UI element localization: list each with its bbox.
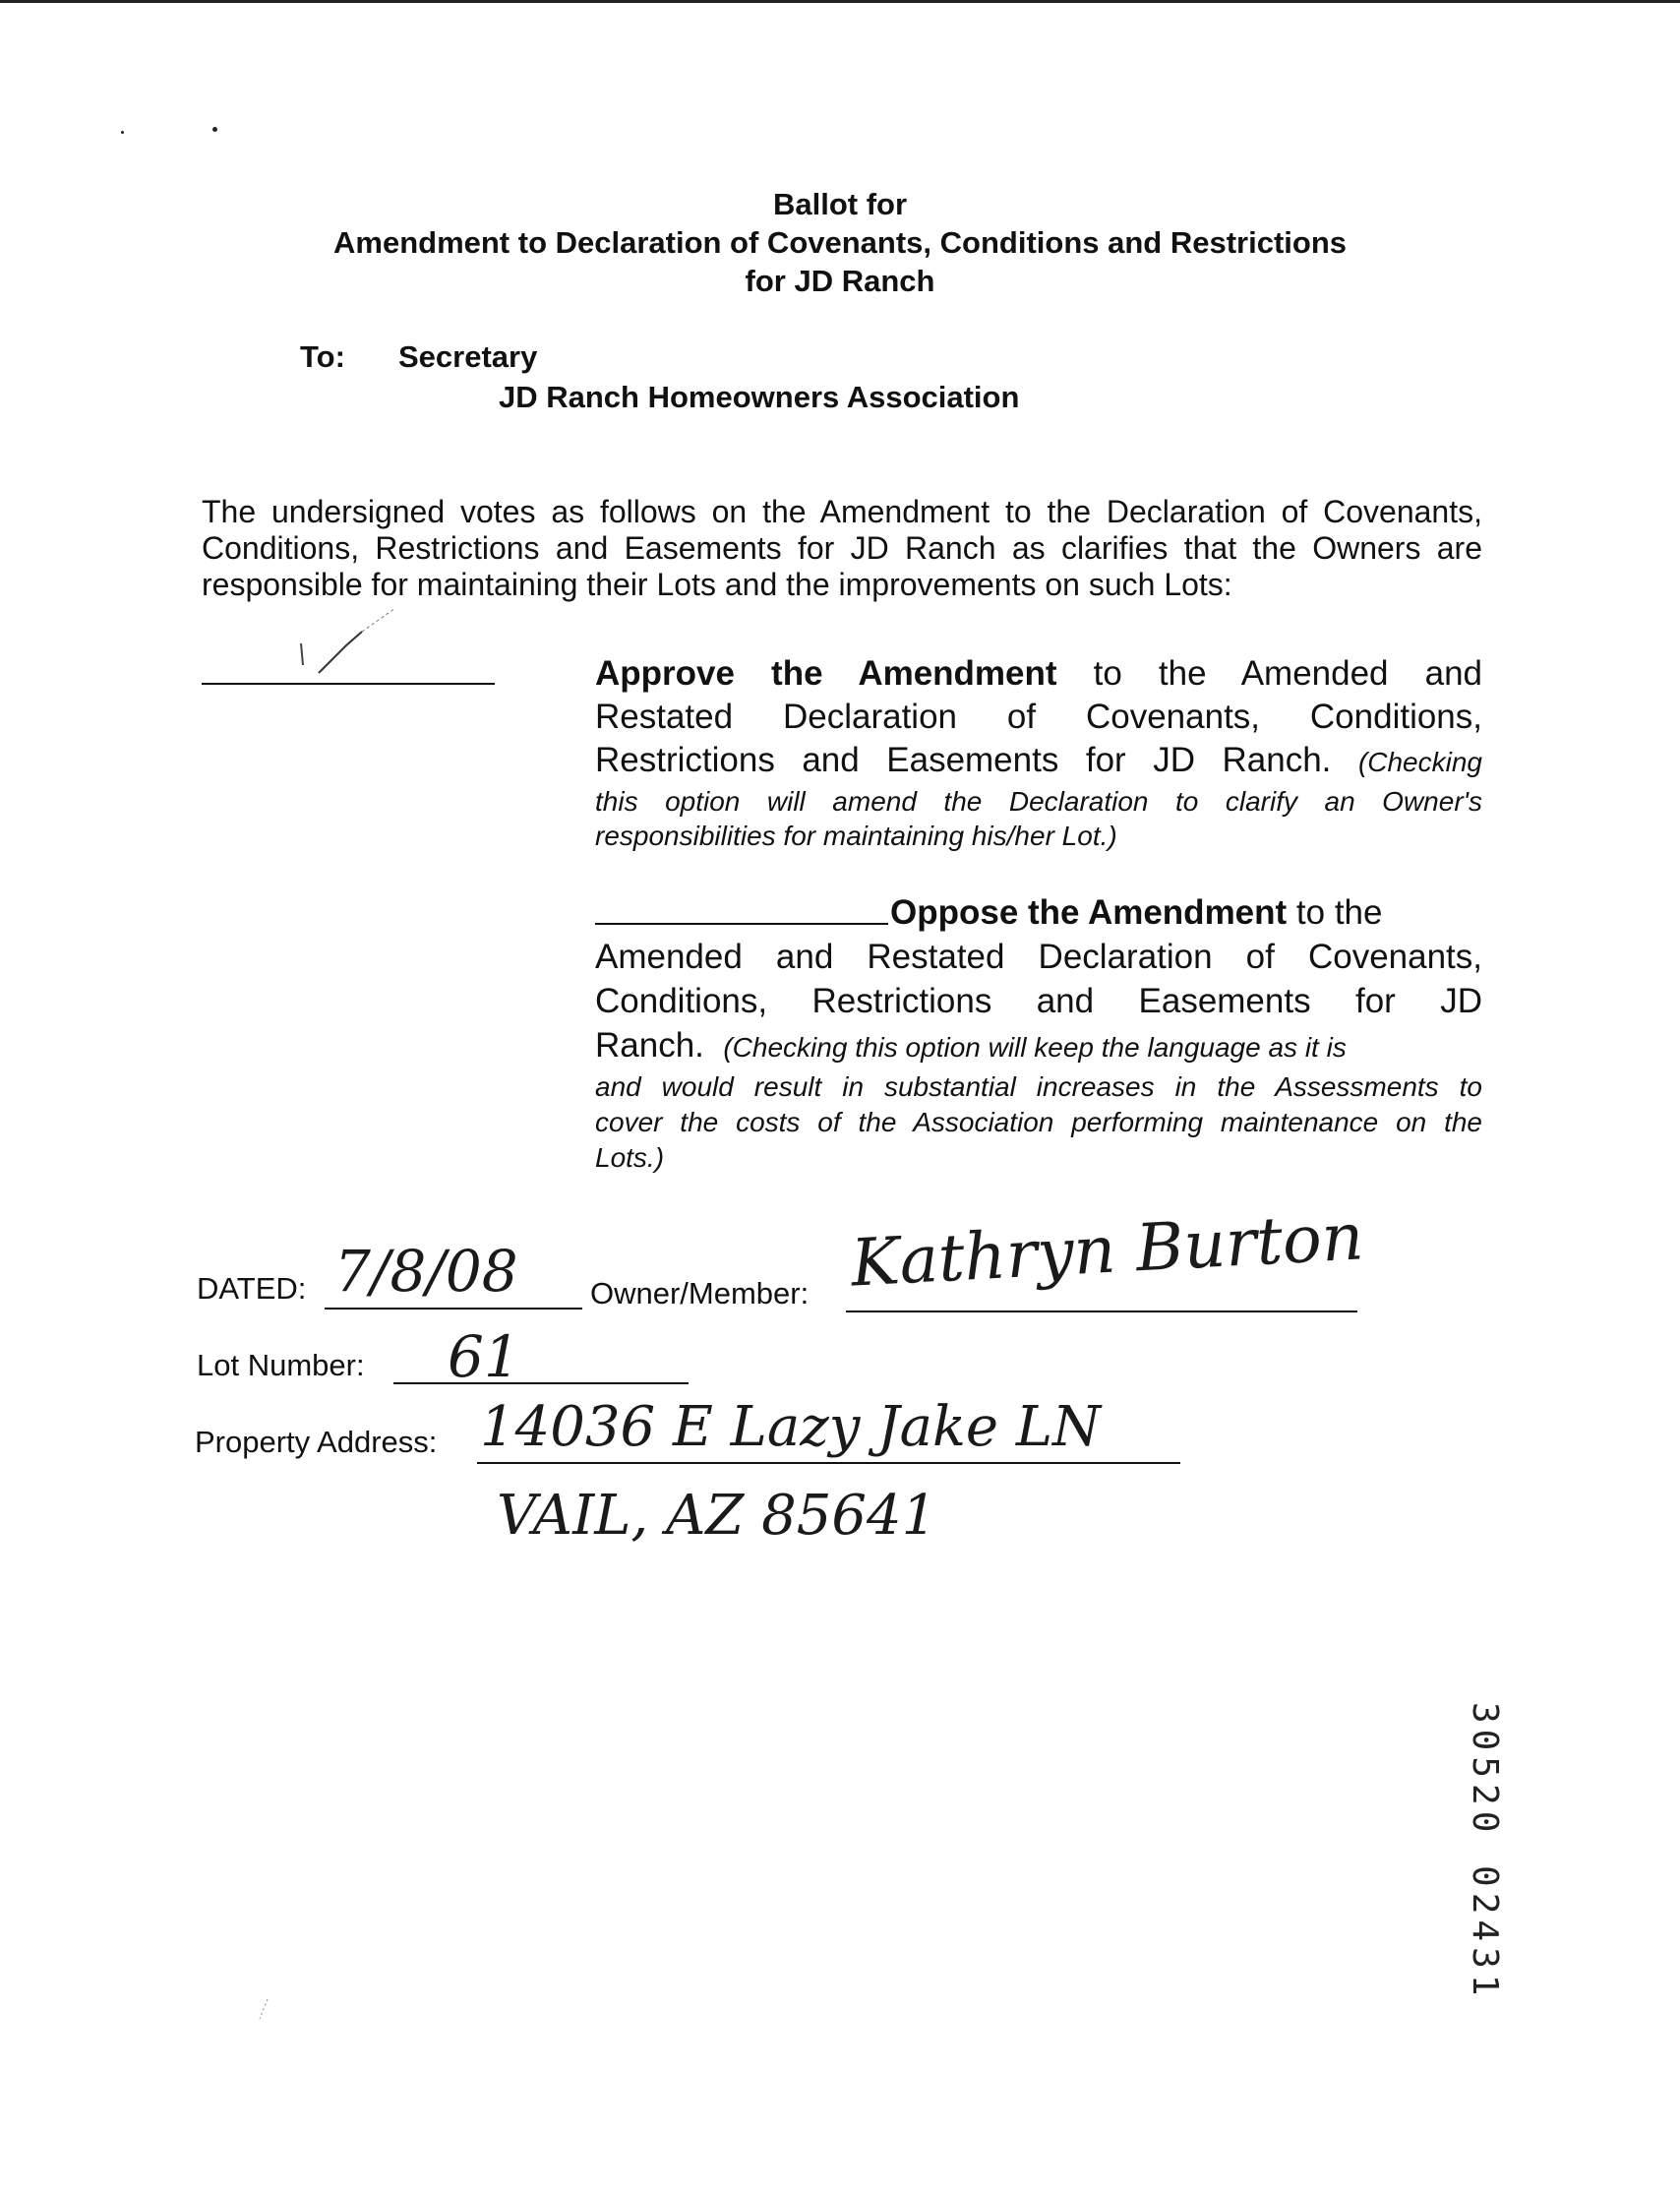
lot-label: Lot Number: xyxy=(197,1348,365,1382)
approve-option-title: Approve the Amendment xyxy=(595,654,1057,693)
address-label: Property Address: xyxy=(195,1425,438,1459)
owner-field-line[interactable] xyxy=(846,1310,1357,1312)
address-field-line[interactable] xyxy=(477,1462,1180,1464)
oppose-option-title: Oppose the Amendment xyxy=(890,893,1288,932)
approve-option-note: this option will amend the Declaration to clarify an Owner's responsibilities for maintaining his/her Lot.) xyxy=(595,786,1482,851)
recipient-title: Secretary xyxy=(398,339,538,374)
checkmark-icon xyxy=(285,602,403,691)
ballot-title: Ballot for xyxy=(772,187,908,221)
oppose-option-note: and would result in substantial increases in the Assessments to cover the costs of the Association performing maintenance on the Lots.) xyxy=(595,1071,1482,1173)
dated-field-line[interactable] xyxy=(325,1308,582,1310)
dated-value: 7/8/08 xyxy=(334,1238,518,1305)
address-line-2: VAIL, AZ 85641 xyxy=(497,1484,937,1548)
address-line-1: 14036 E Lazy Jake LN xyxy=(480,1395,1102,1459)
lot-field-line[interactable] xyxy=(393,1382,689,1384)
oppose-option: Oppose the Amendment to the Amended and Restated Declaration of Covenants, Conditions, Restrictions and Easements for JD Ranch. (Checking this option will keep the language as it is xyxy=(595,893,1482,1065)
dated-label: DATED: xyxy=(197,1271,307,1306)
scan-mark xyxy=(254,1995,273,2025)
ballot-subtitle: Amendment to Declaration of Covenants, Conditions and Restrictions xyxy=(333,225,1347,260)
owner-signature: Kathryn Burton xyxy=(849,1198,1366,1302)
intro-paragraph: The undersigned votes as follows on the Amendment to the Declaration of Covenants, Conditions, Restrictions and Easements for JD Ranch as clarifies that the Owners are responsible for maintaining their Lots and the improvements on such Lots: xyxy=(202,494,1482,602)
recipient-organization: JD Ranch Homeowners Association xyxy=(499,380,1020,414)
to-label: To: xyxy=(300,339,345,374)
scan-speck xyxy=(212,127,217,132)
scan-top-edge xyxy=(0,0,1680,3)
margin-stamp: 30520 02431 xyxy=(1465,1702,1505,2002)
approve-option: Approve the Amendment to the Amended and Restated Declaration of Covenants, Conditions, Restrictions and Easements for JD Ranch. (Checking xyxy=(595,654,1482,779)
scan-speck xyxy=(121,131,124,134)
owner-label: Owner/Member: xyxy=(590,1276,810,1310)
lot-value: 61 xyxy=(448,1323,520,1390)
ballot-subtitle-2: for JD Ranch xyxy=(745,264,935,298)
